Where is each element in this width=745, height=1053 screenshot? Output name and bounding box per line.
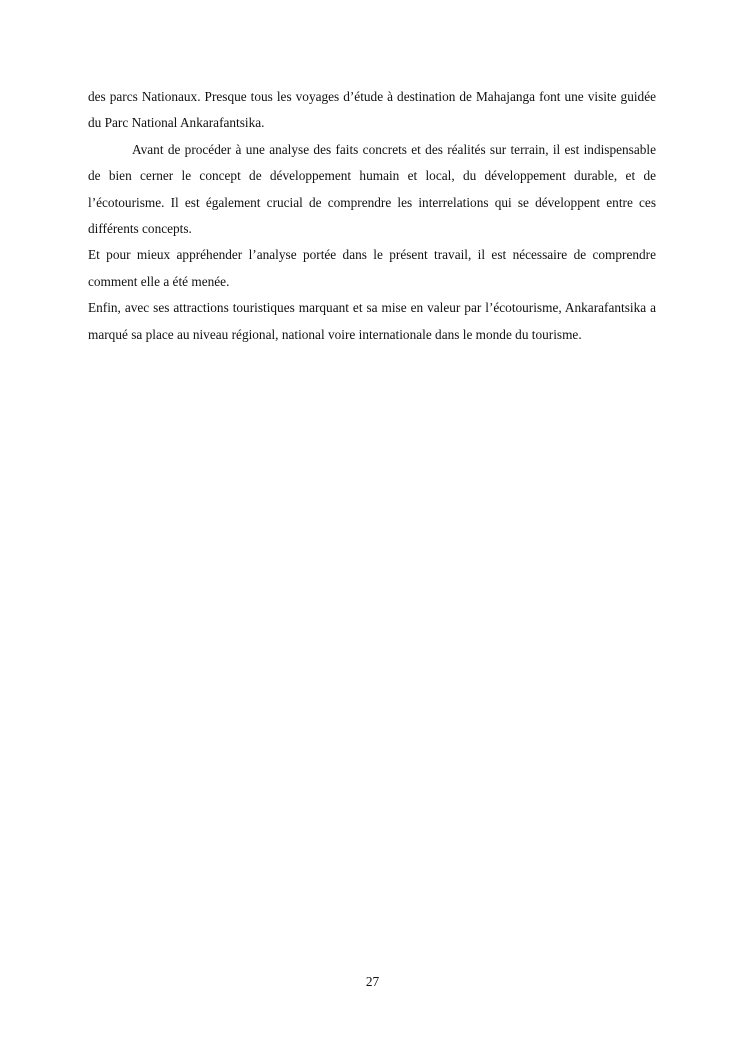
paragraph-analysis-intro: Avant de procéder à une analyse des faits concrets et des réalités sur terrain, il est indispensable de bien cerner le concept de développement humain et local, du développement durable, et de l’écotourisme. Il est également crucial de comprendre les interrelations qui se développent entre ces différents concepts. xyxy=(88,141,656,237)
paragraph-methodology: Et pour mieux appréhender l’analyse portée dans le présent travail, il est nécessaire de comprendre comment elle a été menée. xyxy=(88,247,656,289)
page-number: 27 xyxy=(365,974,380,989)
paragraph-continuation: des parcs Nationaux. Presque tous les voyages d’étude à destination de Mahajanga font une visite guidée du Parc National Ankarafantsika. xyxy=(88,89,656,131)
paragraph-conclusion: Enfin, avec ses attractions touristiques marquant et sa mise en valeur par l’écotourisme, Ankarafantsika a marqué sa place au niveau régional, national voire internationale dans le monde du tourisme. xyxy=(88,300,656,342)
page-body xyxy=(88,84,656,348)
